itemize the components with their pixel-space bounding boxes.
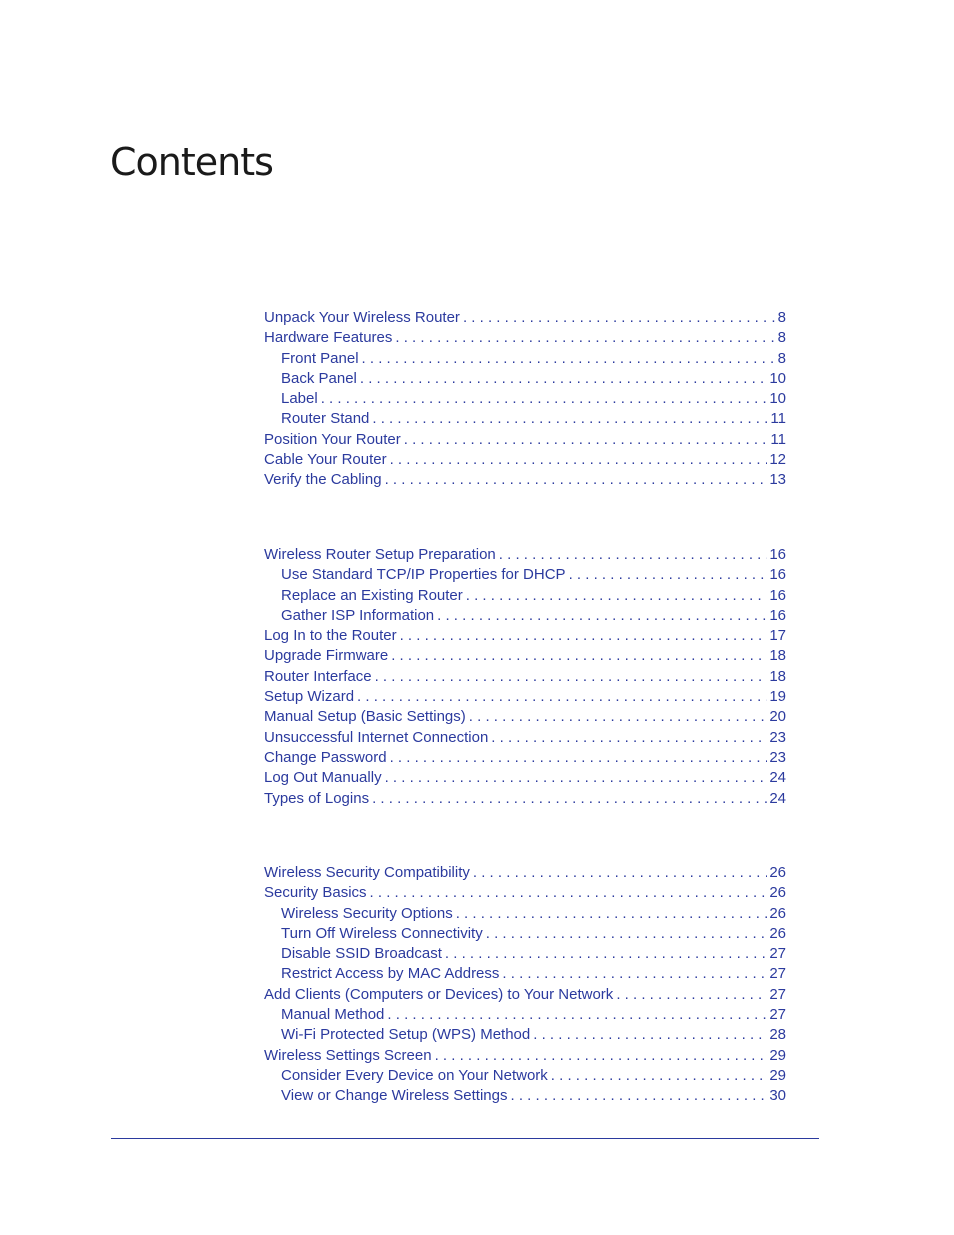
toc-entry-label: Wireless Settings Screen — [264, 1046, 432, 1064]
toc-entry[interactable] — [264, 883, 786, 903]
toc-page-number: 30 — [769, 1087, 786, 1105]
toc-link[interactable] — [281, 565, 786, 585]
toc-subentry[interactable] — [264, 944, 786, 964]
toc-subentry[interactable] — [264, 409, 786, 429]
toc-subentry[interactable] — [264, 1005, 786, 1025]
toc-link[interactable] — [264, 789, 786, 809]
toc-link[interactable] — [264, 430, 786, 450]
toc-link[interactable] — [264, 768, 786, 788]
toc-dot-leader — [502, 964, 767, 984]
toc-entry[interactable] — [264, 707, 786, 727]
toc-entry-label: Router Interface — [264, 667, 372, 685]
toc-page-number: 24 — [769, 789, 786, 807]
toc-page-number: 26 — [769, 904, 786, 922]
toc-dot-leader — [375, 667, 768, 687]
toc-entry[interactable] — [264, 985, 786, 1005]
toc-page-number: 17 — [769, 627, 786, 645]
toc-page-number: 13 — [769, 471, 786, 489]
toc-dot-leader — [437, 606, 767, 626]
toc-dot-leader — [372, 409, 768, 429]
toc-entry-label: Use Standard TCP/IP Properties for DHCP — [281, 566, 566, 584]
page-title: Contents — [110, 140, 273, 184]
toc-dot-leader — [551, 1066, 768, 1086]
toc-entry-label: Log In to the Router — [264, 627, 397, 645]
toc-page-number: 26 — [769, 884, 786, 902]
toc-entry-label: Change Password — [264, 748, 387, 766]
toc-entry-label: Wi-Fi Protected Setup (WPS) Method — [281, 1026, 531, 1044]
toc-entry-label: Wireless Security Compatibility — [264, 864, 470, 881]
toc-entry-label: Manual Setup (Basic Settings) — [264, 708, 466, 726]
toc-page-number: 27 — [769, 985, 786, 1003]
toc-subentry[interactable] — [264, 964, 786, 984]
toc-dot-leader — [456, 904, 768, 924]
toc-dot-leader — [385, 768, 768, 788]
toc-page-number: 8 — [777, 309, 786, 326]
toc-page-number: 16 — [769, 566, 786, 584]
toc-dot-leader — [395, 328, 775, 348]
toc-dot-leader — [387, 1005, 767, 1025]
toc-dot-leader — [404, 430, 769, 450]
toc-dot-leader — [616, 985, 767, 1005]
toc-link[interactable] — [264, 748, 786, 768]
toc-dot-leader — [362, 349, 776, 369]
toc-entry[interactable] — [264, 863, 786, 883]
toc-subentry[interactable] — [264, 1066, 786, 1086]
toc-entry-label: Unsuccessful Internet Connection — [264, 728, 489, 746]
toc-dot-leader — [360, 369, 767, 389]
toc-page-number: 11 — [770, 410, 786, 428]
toc-link[interactable] — [264, 985, 786, 1005]
footer-rule — [111, 1138, 819, 1139]
toc-page-number: 23 — [769, 748, 786, 766]
toc-dot-leader — [473, 863, 767, 883]
toc-entry[interactable] — [264, 687, 786, 707]
toc-entry-label: Security Basics — [264, 884, 367, 902]
toc-entry[interactable] — [264, 748, 786, 768]
toc-page-number: 11 — [770, 430, 786, 448]
toc-link[interactable] — [281, 1005, 786, 1025]
toc-entry[interactable] — [264, 646, 786, 666]
toc-entry-label: Unpack Your Wireless Router — [264, 309, 460, 326]
toc-dot-leader — [466, 586, 768, 606]
toc-subentry[interactable] — [264, 565, 786, 585]
toc-subentry[interactable] — [264, 904, 786, 924]
toc-dot-leader — [499, 545, 768, 565]
toc-page-number: 8 — [777, 349, 786, 367]
toc-page-number: 23 — [769, 728, 786, 746]
toc-link[interactable] — [281, 389, 786, 409]
toc-entry-label: Gather ISP Information — [281, 606, 435, 624]
toc-entry-label: Replace an Existing Router — [281, 586, 463, 604]
toc-subentry[interactable] — [264, 1086, 786, 1106]
toc-page-number: 19 — [769, 688, 786, 706]
toc-subentry[interactable] — [264, 924, 786, 944]
toc-entry-label: Restrict Access by MAC Address — [281, 965, 500, 983]
toc-subentry[interactable] — [264, 586, 786, 606]
toc-entry[interactable] — [264, 1046, 786, 1066]
toc-entry-label: Verify the Cabling — [264, 471, 382, 489]
toc-subentry[interactable] — [264, 349, 786, 369]
toc-entry[interactable] — [264, 789, 786, 809]
toc-dot-leader — [391, 646, 767, 666]
toc-entry-label: Consider Every Device on Your Network — [281, 1066, 548, 1084]
toc-dot-leader — [469, 707, 768, 727]
toc-entry[interactable] — [264, 328, 786, 348]
toc-page-number: 29 — [769, 1066, 786, 1084]
toc-link[interactable] — [264, 308, 786, 328]
toc-page-number: 18 — [769, 667, 786, 685]
toc-link[interactable] — [281, 606, 786, 626]
toc-entry[interactable] — [264, 450, 786, 470]
toc-link[interactable] — [281, 944, 786, 964]
toc-page-number: 18 — [769, 647, 786, 665]
toc-entry-label: Wireless Router Setup Preparation — [264, 546, 496, 563]
toc-page-number: 28 — [769, 1026, 786, 1044]
toc-dot-leader — [390, 748, 768, 768]
toc-page-number: 24 — [769, 769, 786, 787]
toc-link[interactable] — [281, 964, 786, 984]
toc-subentry[interactable] — [264, 606, 786, 626]
toc-dot-leader — [486, 924, 768, 944]
toc-link[interactable] — [264, 667, 786, 687]
toc-entry-label: Back Panel — [281, 369, 357, 387]
toc-entry-label: Cable Your Router — [264, 451, 387, 469]
toc-link[interactable] — [264, 1046, 786, 1066]
toc-page-number: 26 — [769, 924, 786, 942]
toc-subentry[interactable] — [264, 389, 786, 409]
toc-entry-label: Position Your Router — [264, 430, 401, 448]
toc-entry[interactable] — [264, 626, 786, 646]
toc-entry-label: Turn Off Wireless Connectivity — [281, 924, 483, 942]
toc-subentry[interactable] — [264, 1025, 786, 1045]
toc-entry-label: View or Change Wireless Settings — [281, 1087, 508, 1105]
toc-page-number: 29 — [769, 1046, 786, 1064]
toc-link[interactable] — [281, 349, 786, 369]
toc-subentry[interactable] — [264, 369, 786, 389]
toc-link[interactable] — [281, 409, 786, 429]
toc-entry[interactable] — [264, 768, 786, 788]
toc-link[interactable] — [281, 1086, 786, 1106]
toc-entry[interactable] — [264, 430, 786, 450]
toc-section-1 — [264, 308, 786, 491]
toc-page-number: 16 — [769, 586, 786, 604]
toc-entry-label: Manual Method — [281, 1006, 385, 1024]
toc-link[interactable] — [264, 450, 786, 470]
toc-page-number: 12 — [769, 451, 786, 469]
toc-entry-label: Types of Logins — [264, 789, 370, 807]
toc-page-number: 16 — [769, 606, 786, 624]
toc-link[interactable] — [281, 586, 786, 606]
toc-dot-leader — [569, 565, 768, 585]
toc-dot-leader — [491, 728, 767, 748]
toc-entry-label: Upgrade Firmware — [264, 647, 389, 665]
toc-dot-leader — [370, 883, 768, 903]
toc-entry[interactable] — [264, 667, 786, 687]
toc-page-number: 27 — [769, 945, 786, 963]
toc-link[interactable] — [281, 369, 786, 389]
toc-link[interactable] — [281, 904, 786, 924]
toc-entry[interactable] — [264, 728, 786, 748]
toc-dot-leader — [385, 470, 768, 490]
toc-link[interactable] — [264, 728, 786, 748]
toc-dot-leader — [511, 1086, 768, 1106]
toc-dot-leader — [390, 450, 768, 470]
toc-page-number: 27 — [769, 965, 786, 983]
toc-link[interactable] — [264, 863, 786, 883]
toc-link[interactable] — [281, 1025, 786, 1045]
toc-entry-label: Setup Wizard — [264, 688, 355, 706]
toc-page-number: 20 — [769, 708, 786, 726]
toc-link[interactable] — [281, 924, 786, 944]
toc-page-number: 8 — [777, 329, 786, 347]
toc-page-number: 10 — [769, 390, 786, 408]
toc-link[interactable] — [264, 707, 786, 727]
toc-dot-leader — [321, 389, 768, 409]
toc-entry-label: Router Stand — [281, 410, 370, 428]
toc-entry[interactable] — [264, 545, 786, 565]
toc-dot-leader — [435, 1046, 768, 1066]
toc-dot-leader — [533, 1025, 767, 1045]
toc-entry-label: Log Out Manually — [264, 769, 382, 787]
toc-section-2 — [264, 545, 786, 809]
toc-entry-label: Label — [281, 390, 318, 408]
toc-entry-label: Front Panel — [281, 349, 359, 367]
toc-page-number: 10 — [769, 369, 786, 387]
toc-page-number: 26 — [769, 864, 786, 881]
toc-entry[interactable] — [264, 470, 786, 490]
toc-dot-leader — [357, 687, 767, 707]
toc-entry-label: Hardware Features — [264, 329, 393, 347]
toc-link[interactable] — [264, 328, 786, 348]
toc-section-3 — [264, 863, 786, 1107]
toc-link[interactable] — [264, 470, 786, 490]
toc-entry-label: Add Clients (Computers or Devices) to Your Network — [264, 985, 614, 1003]
toc-entry-label: Wireless Security Options — [281, 904, 453, 922]
toc-dot-leader — [463, 308, 776, 328]
toc-dot-leader — [372, 789, 767, 809]
toc-link[interactable] — [264, 687, 786, 707]
toc-page-number: 27 — [769, 1006, 786, 1024]
toc-dot-leader — [445, 944, 767, 964]
toc-page-number: 16 — [769, 546, 786, 563]
toc-link[interactable] — [264, 626, 786, 646]
toc-link[interactable] — [281, 1066, 786, 1086]
toc-entry[interactable] — [264, 308, 786, 328]
toc-link[interactable] — [264, 545, 786, 565]
toc-link[interactable] — [264, 646, 786, 666]
toc-entry-label: Disable SSID Broadcast — [281, 945, 442, 963]
toc-link[interactable] — [264, 883, 786, 903]
toc-dot-leader — [400, 626, 768, 646]
